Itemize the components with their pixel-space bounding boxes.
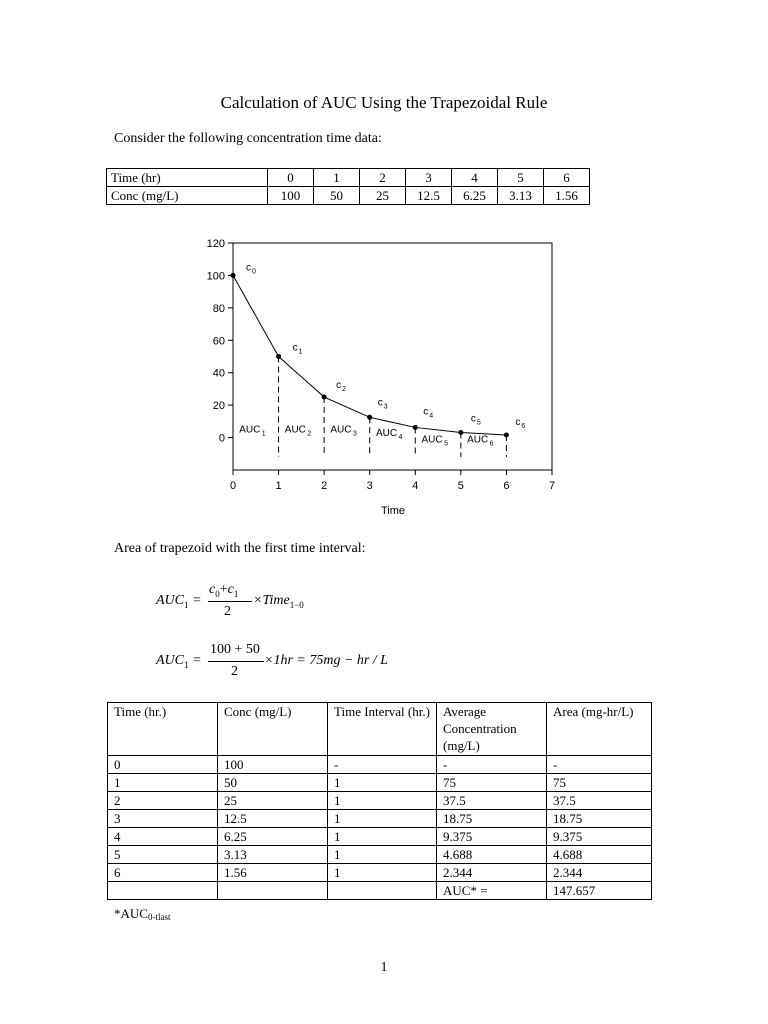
table-cell: 1 [328,846,437,864]
data-point [231,273,236,278]
eq1-lhs [156,593,189,610]
table-cell: 2.344 [437,864,547,882]
region-label: AUC [330,424,352,436]
table-cell: 1 [108,774,218,792]
eq1-lhs-sub: 1 [184,599,189,610]
y-tick-label: 0 [218,432,225,445]
table-cell: 100 [218,756,328,774]
point-label: c [377,397,383,409]
table-cell: 75 [547,774,652,792]
table-cell: 37.5 [437,792,547,810]
y-tick-label: 40 [212,367,225,380]
time-row [107,169,590,187]
region-label: AUC [421,434,443,446]
time-cell: 3 [406,169,452,187]
table-cell: - [328,756,437,774]
footnote [114,906,170,922]
x-axis-label: Time [380,505,406,517]
series-line [233,275,506,435]
time-cell: 4 [452,169,498,187]
conc-cell: 3.13 [498,187,544,205]
data-point [276,354,281,359]
auc-total-value: 147.657 [547,882,652,900]
table-row [108,828,652,846]
table-header-row [108,703,652,756]
region-label-sub: 2 [307,430,312,438]
table-row [108,774,652,792]
region-label: AUC [284,424,306,436]
point-label-sub: 0 [252,268,256,276]
table-cell: 6 [108,864,218,882]
header-area: Area (mg-hr/L) [547,703,652,756]
table-cell: 25 [218,792,328,810]
region-label: AUC [467,434,489,446]
point-label-sub: 5 [476,419,481,427]
eq1-fraction-bar [208,601,252,602]
header-time: Time (hr.) [108,703,218,756]
region-label: AUC [375,427,398,439]
eq1-time-text: ×Time [253,593,290,608]
table-cell: 2 [108,792,218,810]
table-row [108,810,652,828]
y-tick-label: 100 [206,270,225,283]
table-cell: 1 [328,810,437,828]
conc-label: Conc (mg/L) [107,187,268,205]
table-cell [108,882,218,900]
area-text: Area of trapezoid with the first time interval: [114,541,366,556]
table-row [108,864,652,882]
x-tick-label: 5 [457,480,464,492]
point-label-sub: 6 [521,423,526,431]
time-cell: 2 [360,169,406,187]
x-tick-label: 6 [503,480,510,492]
table-cell: 9.375 [547,828,652,846]
x-tick-label: 1 [275,480,282,492]
eq2-denominator: 2 [231,664,238,679]
concentration-time-table [106,168,590,205]
eq1-lhs-text: AUC [156,593,184,608]
conc-cell: 6.25 [452,187,498,205]
table-cell: 1 [328,792,437,810]
table-cell: - [547,756,652,774]
y-tick-label: 80 [212,302,225,315]
point-label-sub: 2 [342,386,347,394]
table-cell: 3 [108,810,218,828]
conc-cell: 1.56 [544,187,590,205]
eq1-num-a-sub: 0 [215,588,220,599]
point-label: c [292,342,298,354]
eq1-plus: + [219,582,228,597]
auc-chart [0,228,768,528]
eq1-numerator [209,582,238,599]
y-tick-label: 120 [206,238,225,250]
auc-calculation-table [107,702,652,900]
x-tick-label: 7 [548,480,556,492]
table-cell: 1 [328,828,437,846]
x-tick-label: 4 [412,480,419,492]
table-cell: 4.688 [547,846,652,864]
region-label-sub: 1 [261,430,266,438]
eq2-lhs [156,653,189,670]
x-tick-label: 2 [321,480,328,492]
region-label-sub: 5 [444,440,448,448]
table-row [108,846,652,864]
conc-cell: 100 [268,187,314,205]
x-tick-label: 0 [229,480,237,492]
table-cell: 18.75 [547,810,652,828]
table-cell: 3.13 [218,846,328,864]
equation-1 [156,582,416,622]
eq2-rest: ×1hr = 75mg − hr / L [264,653,389,668]
eq2-numerator: 100 + 50 [210,642,260,657]
point-label: c [470,413,476,425]
page-number: 1 [380,960,388,975]
time-label: Time (hr) [107,169,268,187]
table-cell [218,882,328,900]
table-cell [328,882,437,900]
footnote-main: *AUC [114,906,148,921]
time-cell: 0 [268,169,314,187]
data-point [322,395,327,400]
eq1-num-b-sub: 1 [233,588,239,599]
time-cell: 6 [544,169,590,187]
table-cell: 1 [328,864,437,882]
point-label-sub: 1 [298,348,303,356]
table-cell: - [437,756,547,774]
table-cell: 2.344 [547,864,652,882]
conc-cell: 50 [314,187,360,205]
header-average: Average Concentration (mg/L) [437,703,547,756]
region-label-sub: 3 [352,430,357,438]
table-cell: 75 [437,774,547,792]
point-label: c [515,417,521,429]
eq1-time-sub: 1−0 [289,599,304,610]
eq1-num-b: c [227,582,234,597]
intro-text: Consider the following concentration time data: [114,131,382,146]
table-cell: 0 [108,756,218,774]
conc-cell: 12.5 [406,187,452,205]
eq1-num-a: c [209,582,216,597]
data-point [504,433,509,438]
x-tick-label: 3 [366,480,373,492]
conc-row [107,187,590,205]
region-label-sub: 4 [398,433,403,441]
eq2-lhs-sub: 1 [184,659,189,670]
table-cell: 1.56 [218,864,328,882]
table-cell: 9.375 [437,828,547,846]
table-row [108,792,652,810]
eq2-lhs-text: AUC [156,653,184,668]
y-tick-label: 60 [212,335,225,348]
point-label-sub: 4 [429,412,434,420]
eq1-time [253,593,304,610]
table-cell: 50 [218,774,328,792]
conc-cell: 25 [360,187,406,205]
table-cell: 4.688 [437,846,547,864]
data-point [458,430,463,435]
region-label: AUC [239,424,261,436]
header-conc: Conc (mg/L) [218,703,328,756]
time-cell: 1 [314,169,360,187]
table-row [108,756,652,774]
table-cell: 12.5 [218,810,328,828]
table-cell: 1 [328,774,437,792]
point-label: c [423,406,429,418]
data-point [367,415,372,420]
y-tick-label: 20 [212,400,225,413]
point-label-sub: 3 [383,403,388,411]
auc-total-label: AUC* = [437,882,547,900]
footnote-sub: 0-tlast [147,912,171,922]
table-total-row [108,882,652,900]
chart-plot-layer [207,238,555,492]
point-label: c [246,262,251,274]
table-cell: 6.25 [218,828,328,846]
table-cell: 37.5 [547,792,652,810]
time-cell: 5 [498,169,544,187]
eq2-fraction-bar [208,661,264,662]
table-cell: 18.75 [437,810,547,828]
table-cell: 4 [108,828,218,846]
header-interval: Time Interval (hr.) [328,703,437,756]
eq1-denominator: 2 [224,604,231,619]
eq1-equals: = [193,593,201,608]
point-label: c [336,380,342,392]
page-title: Calculation of AUC Using the Trapezoidal Rule [220,93,548,112]
region-label-sub: 6 [489,440,494,448]
eq2-equals: = [193,653,201,668]
equation-2 [156,642,456,682]
data-point [413,425,418,430]
table-cell: 5 [108,846,218,864]
